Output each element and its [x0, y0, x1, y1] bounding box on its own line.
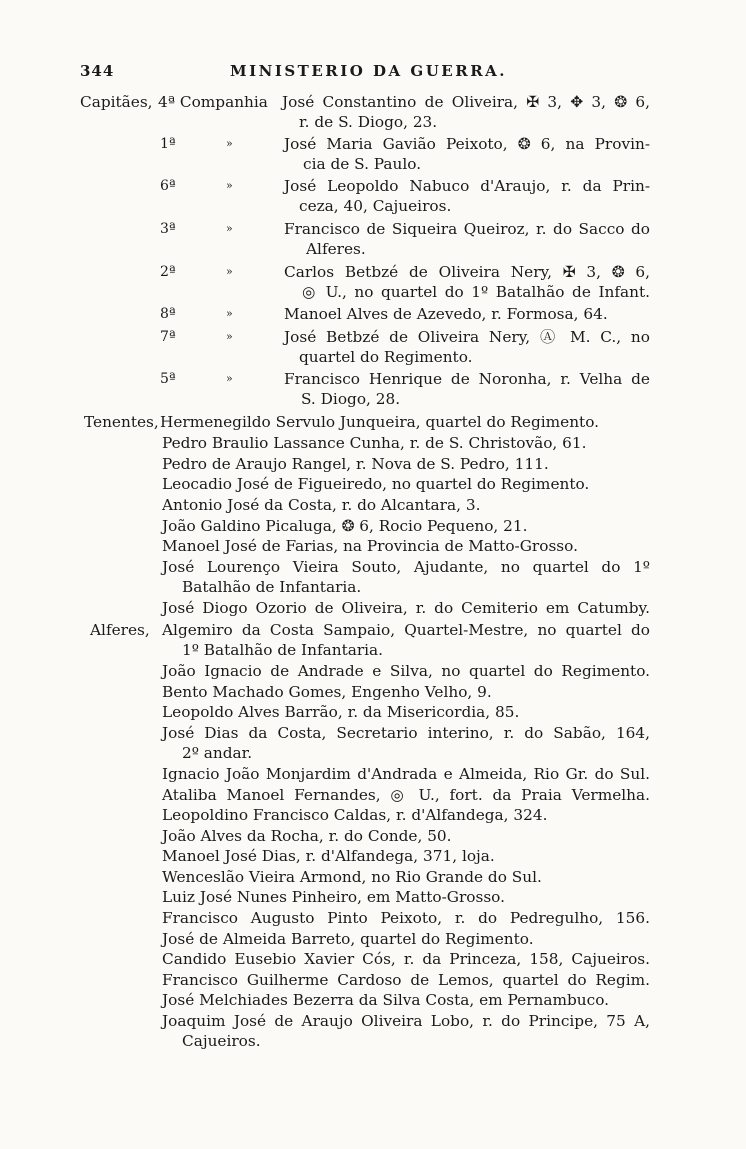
ditto-mark: »	[226, 265, 233, 278]
tenente-line: José Lourenço Vieira Souto, Ajudante, no quartel do 1º	[162, 558, 650, 576]
capitao-line: Manoel Alves de Azevedo, r. Formosa, 64.	[284, 305, 608, 323]
capitao-line: Francisco Henrique de Noronha, r. Velha de	[284, 370, 650, 388]
tenente-line: Hermenegildo Servulo Junqueira, quartel do Regimento.	[160, 413, 600, 431]
capitao-line: ◎ U., no quartel do 1º Batalhão de Infant.	[302, 283, 650, 301]
capitao-line: ceza, 40, Cajueiros.	[299, 197, 452, 215]
alferes-line: José Dias da Costa, Secretario interino, r. do Sabão, 164,	[162, 724, 650, 742]
alferes-line: Francisco Augusto Pinto Peixoto, r. do Pedregulho, 156.	[162, 909, 650, 927]
alferes-line: Ignacio João Monjardim d'Andrada e Almeida, Rio Gr. do Sul.	[162, 765, 650, 783]
alferes-line: 1º Batalhão de Infantaria.	[182, 641, 384, 659]
alferes-line: Wenceslão Vieira Armond, no Rio Grande do Sul.	[162, 868, 542, 886]
alferes-line: Luiz José Nunes Pinheiro, em Matto-Grosso.	[162, 888, 505, 906]
alferes-line: Ataliba Manoel Fernandes, ◎ U., fort. da Praia Vermelha.	[162, 786, 650, 804]
alferes-line: Candido Eusebio Xavier Cós, r. da Princeza, 158, Cajueiros.	[162, 950, 650, 968]
capitao-ordinal: 3ª	[160, 221, 176, 237]
companhia-label: 4ª Companhia	[158, 93, 268, 111]
alferes-line: José de Almeida Barreto, quartel do Regimento.	[162, 930, 534, 948]
capitao-line: Alferes.	[306, 240, 366, 258]
capitao-line: r. de S. Diogo, 23.	[299, 113, 438, 131]
capitao-line: quartel do Regimento.	[299, 348, 473, 366]
alferes-line: Cajueiros.	[182, 1032, 261, 1050]
tenente-line: Batalhão de Infantaria.	[182, 578, 362, 596]
capitao-ordinal: 1ª	[160, 136, 176, 152]
ditto-mark: »	[226, 372, 233, 385]
capitao-line: José Betbzé de Oliveira Nery, Ⓐ M. C., no	[284, 328, 650, 346]
capitao-ordinal: 2ª	[160, 264, 176, 280]
tenente-line: Pedro Braulio Lassance Cunha, r. de S. Christovão, 61.	[162, 434, 587, 452]
capitao-line: José Constantino de Oliveira, ✠ 3, ✥ 3, ❂ 6,	[282, 93, 650, 111]
alferes-line: Francisco Guilherme Cardoso de Lemos, quartel do Regim.	[162, 971, 650, 989]
ditto-mark: »	[226, 222, 233, 235]
section-label-alferes: Alferes,	[90, 621, 150, 639]
tenente-line: Antonio José da Costa, r. do Alcantara, 3.	[162, 496, 481, 514]
alferes-line: Joaquim José de Araujo Oliveira Lobo, r. do Principe, 75 A,	[162, 1012, 650, 1030]
alferes-line: João Alves da Rocha, r. do Conde, 50.	[162, 827, 452, 845]
alferes-line: Manoel José Dias, r. d'Alfandega, 371, loja.	[162, 847, 495, 865]
ditto-mark: »	[226, 307, 233, 320]
alferes-line: Leopoldo Alves Barrão, r. da Misericordia, 85.	[162, 703, 520, 721]
page-header	[80, 62, 660, 84]
ditto-mark: »	[226, 179, 233, 192]
tenente-line: João Galdino Picaluga, ❂ 6, Rocio Pequeno, 21.	[162, 517, 528, 535]
alferes-line: José Melchiades Bezerra da Silva Costa, em Pernambuco.	[162, 991, 610, 1009]
capitao-ordinal: 8ª	[160, 306, 176, 322]
capitao-line: José Maria Gavião Peixoto, ❂ 6, na Provin-	[284, 135, 650, 153]
ditto-mark: »	[226, 137, 233, 150]
alferes-line: Bento Machado Gomes, Engenho Velho, 9.	[162, 683, 492, 701]
capitao-line: S. Diogo, 28.	[301, 390, 401, 408]
capitao-ordinal: 7ª	[160, 329, 176, 345]
tenente-line: José Diogo Ozorio de Oliveira, r. do Cemiterio em Catumby.	[162, 599, 650, 617]
page-number: 344	[80, 62, 115, 80]
capitao-line: Francisco de Siqueira Queiroz, r. do Sacco do	[284, 220, 650, 238]
alferes-line: 2º andar.	[182, 744, 253, 762]
tenente-line: Manoel José de Farias, na Provincia de Matto-Grosso.	[162, 537, 578, 555]
capitao-ordinal: 5ª	[160, 371, 176, 387]
alferes-line: João Ignacio de Andrade e Silva, no quartel do Regimento.	[162, 662, 650, 680]
capitao-ordinal: 6ª	[160, 178, 176, 194]
capitao-line: cia de S. Paulo.	[303, 155, 422, 173]
capitao-line: Carlos Betbzé de Oliveira Nery, ✠ 3, ❂ 6,	[284, 263, 650, 281]
alferes-line: Algemiro da Costa Sampaio, Quartel-Mestre, no quartel do	[162, 621, 650, 639]
running-title: MINISTERIO DA GUERRA.	[230, 62, 508, 80]
section-label-tenentes: Tenentes,	[84, 413, 159, 431]
capitao-line: José Leopoldo Nabuco d'Araujo, r. da Prin-	[284, 177, 650, 195]
ditto-mark: »	[226, 330, 233, 343]
section-label-capitaes: Capitães,	[80, 93, 153, 111]
alferes-line: Leopoldino Francisco Caldas, r. d'Alfandega, 324.	[162, 806, 548, 824]
tenente-line: Leocadio José de Figueiredo, no quartel do Regimento.	[162, 475, 590, 493]
tenente-line: Pedro de Araujo Rangel, r. Nova de S. Pedro, 111.	[162, 455, 549, 473]
